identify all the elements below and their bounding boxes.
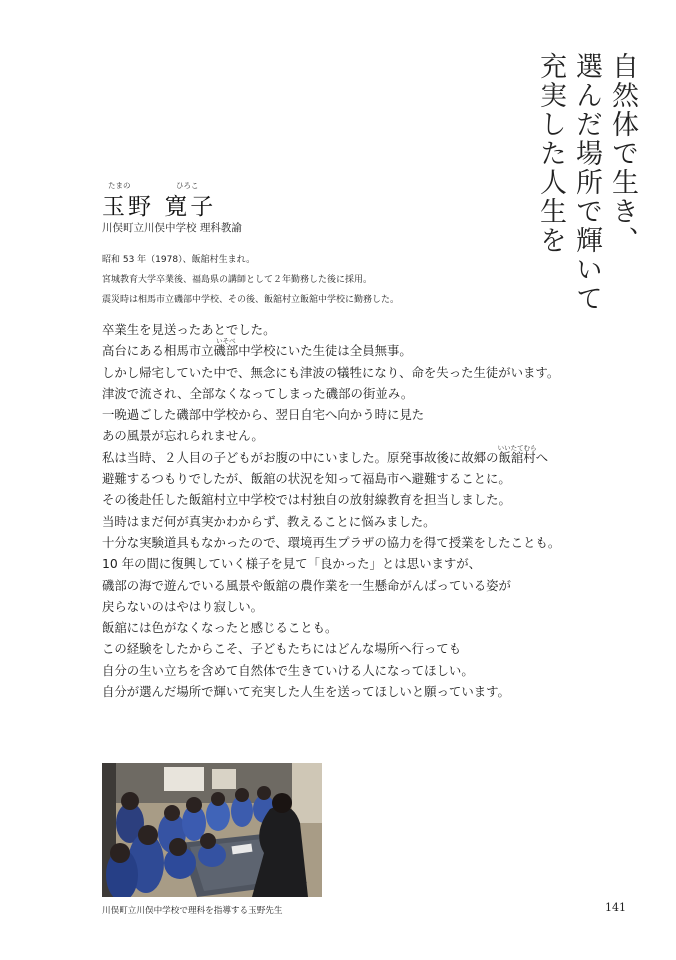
author-name-block: [102, 178, 216, 222]
ruby-word-isobe: [213, 337, 239, 361]
photo-caption: 川俣町立川俣中学校で理科を指導する玉野先生: [102, 906, 283, 916]
body-line: [102, 337, 560, 361]
author-bio: [102, 250, 399, 310]
body-line: しかし帰宅していた中で、無念にも津波の犠牲になり、命を失った生徒がいます。: [102, 364, 560, 380]
author-name: 玉野 寛子: [102, 194, 217, 220]
ruby-isobe: いそべ: [216, 337, 236, 346]
body-line: [102, 443, 560, 468]
page-title: [532, 52, 640, 312]
family-name-ruby: たまの: [108, 181, 131, 190]
bio-line: 震災時は相馬市立磯部中学校、その後、飯舘村立飯舘中学校に勤務した。: [102, 295, 400, 305]
body-line: 十分な実験道具もなかったので、環境再生プラザの協力を得て授業をしたことも。: [102, 534, 561, 550]
title-line-2: 選んだ場所で輝いて: [571, 52, 602, 313]
page-number: 141: [605, 901, 626, 914]
name-ruby: [102, 178, 216, 192]
body-line: 飯舘には色がなくなったと感じることも。: [102, 620, 338, 636]
body-line: この経験をしたからこそ、子どもたちにはどんな場所へ行っても: [102, 641, 462, 657]
body-line: 津波で流され、全部なくなってしまった磯部の街並み。: [102, 385, 414, 401]
title-line-1: 自然体で生き、: [607, 52, 638, 255]
body-line: 自分が選んだ場所で輝いて充実した人生を送ってほしいと願っています。: [102, 684, 510, 700]
classroom-photo: [102, 763, 322, 897]
bio-line: 宮城教育大学卒業後、福島県の講師として２年勤務した後に採用。: [102, 275, 373, 285]
body-line-head: 私は当時、２人目の子どもがお腹の中にいました。原発事故後に故郷の: [102, 449, 499, 465]
ruby-word-iitatemura: [497, 443, 537, 468]
body-line: その後赴任した飯舘村立中学校では村独自の放射線教育を担当しました。: [102, 492, 511, 508]
body-line: 避難するつもりでしたが、飯舘の状況を知って福島市へ避難することに。: [102, 471, 511, 487]
given-name-ruby: ひろこ: [176, 181, 199, 190]
body-line: 当時はまだ何が真実かわからず、教えることに悩みました。: [102, 513, 436, 529]
body-line: 一晩過ごした磯部中学校から、翌日自宅へ向かう時に見た: [102, 407, 425, 423]
classroom-photo-illustration: [102, 763, 322, 897]
title-line-3: 充実した人生を: [535, 52, 566, 255]
body-line: 卒業生を見送ったあとでした。: [102, 322, 276, 337]
body-line: あの風景が忘れられません。: [102, 428, 264, 444]
body-line-tail: へ: [535, 449, 549, 465]
bio-line: 昭和 53 年（1978）、飯舘村生まれ。: [102, 255, 256, 265]
body-line-head: 高台にある相馬市立: [102, 343, 214, 359]
body-line: 10 年の間に復興していく様子を見て「良かった」とは思いますが、: [102, 556, 482, 572]
body-line: 磯部の海で遊んでいる風景や飯舘の農作業を一生懸命がんばっている姿が: [102, 577, 511, 593]
ruby-iitatemura: いいたてむら: [497, 443, 537, 452]
body-line: 自分の生い立ちを含めて自然体で生きていける人になってほしい。: [102, 662, 474, 678]
body-line: 戻らないのはやはり寂しい。: [102, 598, 264, 614]
body-text: [102, 319, 560, 702]
author-school: 川俣町立川俣中学校 理科教諭: [102, 222, 242, 234]
word-isobe: 磯部: [213, 343, 239, 359]
body-line-tail: 中学校にいた生徒は全員無事。: [238, 343, 412, 359]
word-iitatemura: 飯舘村: [498, 449, 536, 465]
